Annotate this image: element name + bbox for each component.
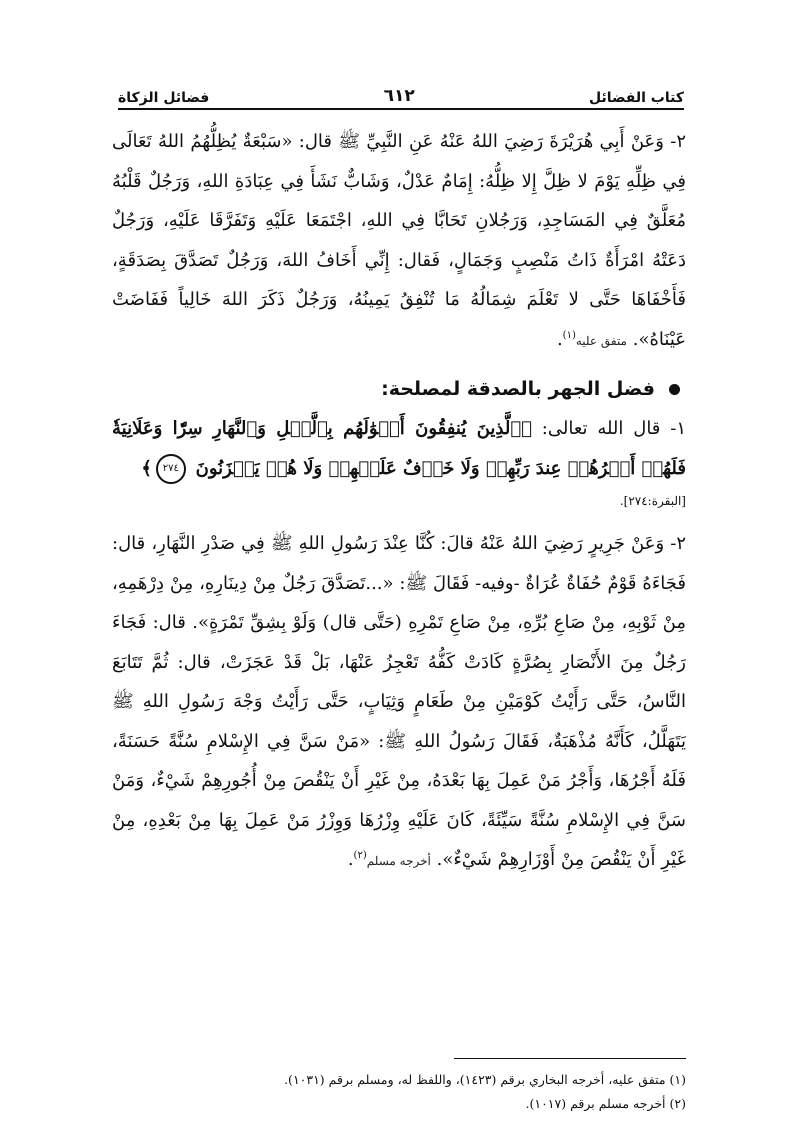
bullet-icon (669, 384, 680, 395)
main-text (112, 122, 686, 882)
hadith-jarir: ٢- وَعَنْ جَرِيرٍ رَضِيَ اللهُ عَنْهُ قالَ: كُنَّا عِنْدَ رَسُولِ اللهِ ﷺ فِي صَدْرِ النَّهَارِ، قال: فَجَاءَهُ قَوْمٌ حُفَاةٌ عُرَاةٌ -وفيه- فَقَالَ ﷺ: «...تَصَدَّقَ رَجُلٌ مِنْ دِينَارِهِ، مِنْ دِرْهَمِهِ، مِنْ ثَوْبِهِ، مِنْ صَاعِ بُرِّهِ، مِنْ صَاعِ تَمْرِهِ (حَتَّى قال) وَلَوْ بِشِقِّ تَمْرَةٍ». قال: فَجَاءَ رَجُلٌ مِنَ الأَنْصَارِ بِصُرَّةٍ كَادَتْ كَفُّهُ تَعْجِزُ عَنْهَا، بَلْ قَدْ عَجَزَتْ، قال: ثُمَّ تَتَابَعَ النَّاسُ، حَتَّى رَأَيْتُ كَوْمَيْنِ مِنْ طَعَامٍ وَثِيَابٍ، حَتَّى رَأَيْتُ وَجْهَ رَسُولِ اللهِ ﷺ يَتَهَلَّلُ، كَأَنَّهُ مُذْهَبَةٌ، فَقَالَ رَسُولُ اللهِ ﷺ: «مَنْ سَنَّ فِي الإِسْلامِ سُنَّةً حَسَنَةً، فَلَهُ أَجْرُهَا، وَأَجْرُ مَنْ عَمِلَ بِهَا بَعْدَهُ، مِنْ غَيْرِ أَنْ يَنْقُصَ مِنْ أُجُورِهِمْ شَيْءٌ، وَمَنْ سَنَّ فِي الإِسْلامِ سُنَّةً سَيِّئَةً، كَانَ عَلَيْهِ وِزْرُهَا وَوِزْرُ مَنْ عَمِلَ بِهَا مِنْ بَعْدِهِ، مِنْ غَيْرِ أَنْ يَنْقُصَ مِنْ أَوْزَارِهِمْ شَيْءٌ». أخرجه مسلم$^{(٢)}$. (112, 533, 686, 870)
footnotes (112, 1068, 686, 1116)
quran-intro: ١- قال الله تعالى: (541, 418, 686, 439)
hadith-abu-hurayra: ٢- وَعَنْ أَبِي هُرَيْرَةَ رَضِيَ اللهُ عَنْهُ عَنِ النَّبِيِّ ﷺ قال: «سَبْعَةٌ يُظِلُّهُمُ اللهُ تَعَالَى فِي ظِلِّهِ يَوْمَ لا ظِلَّ إِلا ظِلُّهُ: إِمَامٌ عَدْلٌ، وَشَابٌّ نَشَأَ فِي عِبَادَةِ اللهِ، وَرَجُلٌ قَلْبُهُ مُعَلَّقٌ فِي المَسَاجِدِ، وَرَجُلانِ تَحَابَّا فِي اللهِ، اجْتَمَعَا عَلَيْهِ وَتَفَرَّقَا عَلَيْهِ، وَرَجُلٌ دَعَتْهُ امْرَأَةٌ ذَاتُ مَنْصِبٍ وَجَمَالٍ، فَقال: إِنِّي أَخَافُ اللهَ، وَرَجُلٌ تَصَدَّقَ بِصَدَقَةٍ، فَأَخْفَاهَا حَتَّى لا تَعْلَمَ شِمَالُهُ مَا تُنْفِقُ يَمِينُهُ، وَرَجُلٌ ذَكَرَ اللهَ خَالِياً فَفَاضَتْ عَيْنَاهُ». متفق عليه$^{(١)}$. (112, 131, 686, 350)
footnote-ref-1: (١) (562, 329, 576, 341)
section-heading-text: فضل الجهر بالصدقة لمصلحة: (381, 378, 655, 400)
footnote-2: (٢) أخرجه مسلم برقم (١٠١٧). (525, 1096, 686, 1111)
footnote-ref-2: (٢) (353, 850, 367, 861)
footnote-rule (454, 1058, 686, 1059)
book-title: كتاب الفضائل (589, 90, 684, 106)
hadith-1-text: ٢- وَعَنْ أَبِي هُرَيْرَةَ رَضِيَ اللهُ عَنْهُ عَنِ النَّبِيِّ ﷺ قال: «سَبْعَةٌ يُظِلُّهُمُ اللهُ تَعَالَى فِي ظِلِّهِ يَوْمَ لا ظِلَّ إِلا ظِلُّهُ: إِمَامٌ عَدْلٌ، وَشَابٌّ نَشَأَ فِي عِبَادَةِ اللهِ، وَرَجُلٌ قَلْبُهُ مُعَلَّقٌ فِي المَسَاجِدِ، وَرَجُلانِ تَحَابَّا فِي اللهِ، اجْتَمَعَا عَلَيْهِ وَتَفَرَّقَا عَلَيْهِ، وَرَجُلٌ دَعَتْهُ امْرَأَةٌ ذَاتُ مَنْصِبٍ وَجَمَالٍ، فَقال: إِنِّي أَخَافُ اللهَ، وَرَجُلٌ تَصَدَّقَ بِصَدَقَةٍ، فَأَخْفَاهَا حَتَّى لا تَعْلَمَ شِمَالُهُ مَا تُنْفِقُ يَمِينُهُ، وَرَجُلٌ ذَكَرَ اللهَ خَالِياً فَفَاضَتْ عَيْنَاهُ». (112, 131, 686, 350)
hadith-2-text: ٢- وَعَنْ جَرِيرٍ رَضِيَ اللهُ عَنْهُ قالَ: كُنَّا عِنْدَ رَسُولِ اللهِ ﷺ فِي صَدْرِ النَّهَارِ، قال: فَجَاءَهُ قَوْمٌ حُفَاةٌ عُرَاةٌ -وفيه- فَقَالَ ﷺ: «...تَصَدَّقَ رَجُلٌ مِنْ دِينَارِهِ، مِنْ دِرْهَمِهِ، مِنْ ثَوْبِهِ، مِنْ صَاعِ بُرِّهِ، مِنْ صَاعِ تَمْرِهِ (حَتَّى قال) وَلَوْ بِشِقِّ تَمْرَةٍ». قال: فَجَاءَ رَجُلٌ مِنَ الأَنْصَارِ بِصُرَّةٍ كَادَتْ كَفُّهُ تَعْجِزُ عَنْهَا، بَلْ قَدْ عَجَزَتْ، قال: ثُمَّ تَتَابَعَ النَّاسُ، حَتَّى رَأَيْتُ كَوْمَيْنِ مِنْ طَعَامٍ وَثِيَابٍ، حَتَّى رَأَيْتُ وَجْهَ رَسُولِ اللهِ ﷺ يَتَهَلَّلُ، كَأَنَّهُ مُذْهَبَةٌ، فَقَالَ رَسُولُ اللهِ ﷺ: «مَنْ سَنَّ فِي الإِسْلامِ سُنَّةً حَسَنَةً، فَلَهُ أَجْرُهَا، وَأَجْرُ مَنْ عَمِلَ بِهَا بَعْدَهُ، مِنْ غَيْرِ أَنْ يَنْقُصَ مِنْ أُجُورِهِمْ شَيْءٌ، وَمَنْ سَنَّ فِي الإِسْلامِ سُنَّةً سَيِّئَةً، كَانَ عَلَيْهِ وِزْرُهَا وَوِزْرُ مَنْ عَمِلَ بِهَا مِنْ بَعْدِهِ، مِنْ غَيْرِ أَنْ يَنْقُصَ مِنْ أَوْزَارِهِمْ شَيْءٌ». (112, 533, 686, 870)
header-rule (118, 108, 684, 110)
section-heading (112, 369, 686, 409)
quran-verse-close: ﴾ (141, 457, 152, 479)
quran-verse-block (112, 409, 686, 488)
hadith-1-source: متفق عليه (575, 333, 627, 348)
running-header (118, 84, 684, 106)
chapter-title: فضائل الزكاة (118, 90, 210, 106)
quran-reference: [البقرة:٢٧٤]. (619, 494, 686, 508)
page-number: ٦١٢ (383, 86, 415, 106)
quran-verse: ﴿ٱلَّذِينَ يُنفِقُونَ أَمۡوَٰلَهُم بِٱلَّيۡلِ وَٱلنَّهَارِ سِرّٗا وَعَلَانِيَةٗ فَلَهُمۡ أَجۡرُهُمۡ عِندَ رَبِّهِمۡ وَلَا خَوۡفٌ عَلَيۡهِمۡ وَلَا هُمۡ يَحۡزَنُونَ (112, 418, 686, 479)
hadith-2-source: أخرجه مسلم (366, 854, 431, 868)
footnote-1: (١) متفق عليه، أخرجه البخاري برقم (١٤٢٣)، واللفظ له، ومسلم برقم (١٠٣١). (284, 1072, 686, 1087)
ayah-number-icon: ٢٧٤ (156, 454, 186, 484)
